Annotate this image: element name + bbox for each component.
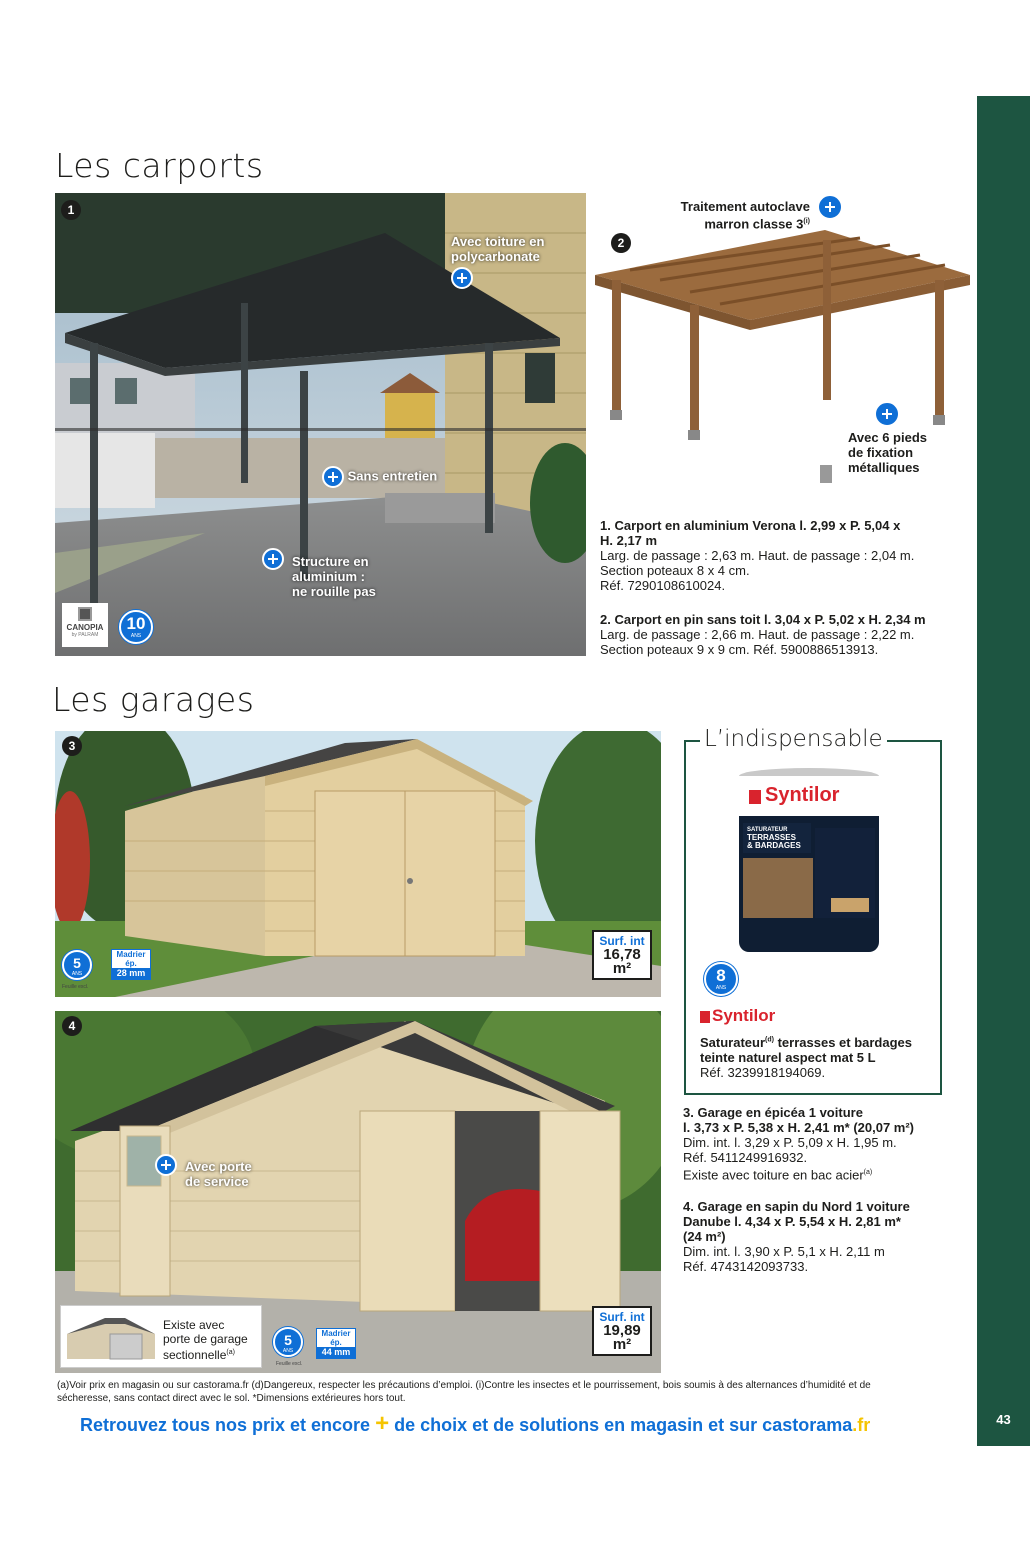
footer-tagline	[80, 1410, 870, 1438]
guarantee-years: 5	[284, 1332, 292, 1348]
guarantee-badge-10	[119, 610, 153, 644]
callout-text: Sans entretien	[347, 468, 438, 484]
brand-name: CANOPIA	[66, 623, 104, 632]
guarantee-years: 5	[73, 955, 81, 971]
can-text: SATURATEUR	[747, 827, 788, 833]
can-text: & BARDAGES	[747, 841, 801, 850]
callout-text: métalliques	[848, 460, 920, 475]
plus-icon: +	[375, 1410, 390, 1437]
guarantee-badge-8	[704, 962, 738, 996]
surface-value: 16,78	[603, 946, 641, 963]
footnote-ref: (d)	[765, 1037, 774, 1044]
madrier-label: Madrier	[116, 950, 146, 959]
surface-badge	[592, 1306, 652, 1356]
madrier-label: ép.	[125, 959, 137, 968]
callout-text: Traitement autoclave	[680, 199, 810, 214]
indispensable-title: L’indispensable	[700, 726, 887, 752]
qr-icon	[78, 607, 92, 621]
callout-text: de service	[185, 1174, 249, 1189]
product-title: terrasses et bardages	[773, 1035, 913, 1051]
guarantee-note: Feuille excl.	[62, 984, 89, 990]
product-ref: Réf. 3239918194069.	[700, 1065, 826, 1081]
item-badge-1: 1	[61, 200, 81, 220]
inset-text: sectionnelle	[163, 1348, 227, 1362]
product-description-saturateur	[700, 1033, 940, 1080]
product-title: H. 2,17 m	[600, 533, 658, 548]
product-title: 1. Carport en aluminium Verona l. 2,99 x P. 5,04 x	[600, 518, 901, 533]
product-detail: Larg. de passage : 2,63 m. Haut. de passage : 2,04 m.	[600, 548, 915, 563]
product-description-3	[683, 1105, 973, 1182]
surface-label: Surf. int	[599, 1310, 645, 1324]
footnote-ref: (a)	[863, 1169, 873, 1176]
callout-text: Avec 6 pieds	[848, 430, 928, 445]
can-label	[747, 826, 801, 850]
item-badge-3: 3	[62, 736, 82, 756]
callout-text: aluminium :	[292, 569, 365, 584]
garage-sectional-thumbnail	[65, 1314, 157, 1364]
callout-metal-feet	[848, 430, 927, 475]
can-text: TERRASSES	[747, 833, 796, 842]
product-ref: Réf. 5411249916932.	[683, 1150, 808, 1165]
callout-maintenance-free	[322, 466, 437, 488]
madrier-label: ép.	[330, 1338, 342, 1347]
product-title: Danube l. 4,34 x P. 5,54 x H. 2,81 m*	[683, 1214, 901, 1229]
callout-service-door	[155, 1154, 252, 1189]
product-description-1	[600, 518, 970, 593]
inset-text: Existe avec	[163, 1318, 225, 1332]
product-ref: Réf. 7290108610024.	[600, 578, 726, 593]
callout-aluminium-structure	[262, 548, 376, 599]
callout-text: polycarbonate	[451, 249, 540, 264]
guarantee-unit: ANS	[71, 971, 83, 977]
guarantee-unit: ANS	[282, 1348, 294, 1354]
callout-text: Structure en	[292, 554, 369, 569]
page-number: 43	[996, 1412, 1011, 1427]
madrier-badge	[316, 1328, 356, 1359]
footnote-ref: (a)	[226, 1349, 235, 1356]
item-badge-2: 2	[611, 233, 631, 253]
surface-unit: m²	[612, 960, 632, 977]
product-title: l. 3,73 x P. 5,38 x H. 2,41 m* (20,07 m²)	[683, 1120, 915, 1135]
callout-text: Avec toiture en	[451, 234, 545, 249]
madrier-value: 28 mm	[112, 968, 150, 979]
product-title: (24 m²)	[683, 1229, 726, 1244]
surface-label: Surf. int	[599, 934, 645, 948]
callout-autoclave-treatment	[664, 199, 810, 231]
product-detail: Dim. int. l. 3,90 x P. 5,1 x H. 2,11 m	[683, 1244, 885, 1259]
surface-unit: m²	[612, 1336, 632, 1353]
product-ref: Section poteaux 9 x 9 cm. Réf. 5900886513913.	[600, 642, 879, 657]
guarantee-note: Feuille excl.	[276, 1361, 303, 1367]
product-title: teinte naturel aspect mat 5 L	[700, 1050, 876, 1066]
product-title: 2. Carport en pin sans toit l. 3,04 x P. 5,02 x H. 2,34 m	[600, 612, 926, 627]
product-ref: Réf. 4743142093733.	[683, 1259, 809, 1274]
saturateur-can-image	[735, 768, 883, 956]
product-description-2	[600, 612, 970, 657]
section-title-garages: Les garages	[52, 680, 255, 719]
can-brand: Syntilor	[765, 784, 840, 806]
madrier-badge	[111, 949, 151, 980]
tagline-text: Retrouvez tous nos prix et encore	[80, 1415, 376, 1435]
item-badge-4: 4	[62, 1016, 82, 1036]
footnote-ref: (i)	[803, 218, 810, 225]
product-detail: Existe avec toiture en bac acier	[683, 1167, 864, 1183]
inset-text: porte de garage	[163, 1332, 248, 1346]
product-title: 4. Garage en sapin du Nord 1 voiture	[683, 1199, 910, 1214]
surface-value: 19,89	[603, 1322, 641, 1339]
madrier-value: 44 mm	[317, 1347, 355, 1358]
brand-sub: by PALRAM	[71, 632, 99, 638]
callout-text: Avec porte	[185, 1159, 252, 1174]
surface-badge	[592, 930, 652, 980]
product-description-4	[683, 1199, 973, 1274]
guarantee-years: 10	[126, 614, 146, 633]
syntilor-logo	[700, 1006, 775, 1026]
product-detail: Larg. de passage : 2,66 m. Haut. de passage : 2,22 m.	[600, 627, 915, 642]
guarantee-badge-5	[273, 1327, 303, 1357]
plus-icon	[322, 466, 344, 488]
inset-sectional-door	[60, 1305, 262, 1368]
guarantee-years: 8	[716, 966, 726, 985]
callout-polycarbonate-roof	[451, 234, 544, 289]
tagline-text: de choix et de solutions en magasin et sur castorama	[389, 1415, 853, 1435]
footnotes: (a)Voir prix en magasin ou sur castorama.fr (d)Dangereux, respecter les précautions d’emploi. (i)Contre les insectes et le pourrissement, bois soumis à des alternances d’humidité et de sécheresse, sans contact direct avec le sol. *Dimensions extérieures hors tout.	[57, 1380, 871, 1404]
section-title-carports: Les carports	[55, 146, 264, 185]
brand-name: Syntilor	[712, 1006, 776, 1025]
guarantee-unit: ANS	[130, 633, 142, 639]
plus-icon	[155, 1154, 177, 1176]
product-title: Saturateur	[700, 1035, 766, 1051]
side-band	[977, 96, 1030, 1446]
plus-icon	[451, 267, 473, 289]
plus-icon	[819, 196, 841, 218]
madrier-label: Madrier	[321, 1329, 351, 1338]
guarantee-unit: ANS	[715, 985, 727, 991]
guarantee-badge-5	[62, 950, 92, 980]
plus-icon	[262, 548, 284, 570]
brand-logo-canopia	[62, 603, 108, 647]
product-detail: Section poteaux 8 x 4 cm.	[600, 563, 750, 578]
callout-text: de fixation	[848, 445, 914, 460]
tagline-text: .fr	[852, 1415, 871, 1435]
syntilor-mark-icon	[700, 1011, 710, 1023]
callout-text: ne rouille pas	[292, 584, 376, 599]
product-detail: Dim. int. l. 3,29 x P. 5,09 x H. 1,95 m.	[683, 1135, 897, 1150]
callout-text: marron classe 3	[704, 216, 804, 232]
product-title: 3. Garage en épicéa 1 voiture	[683, 1105, 863, 1120]
